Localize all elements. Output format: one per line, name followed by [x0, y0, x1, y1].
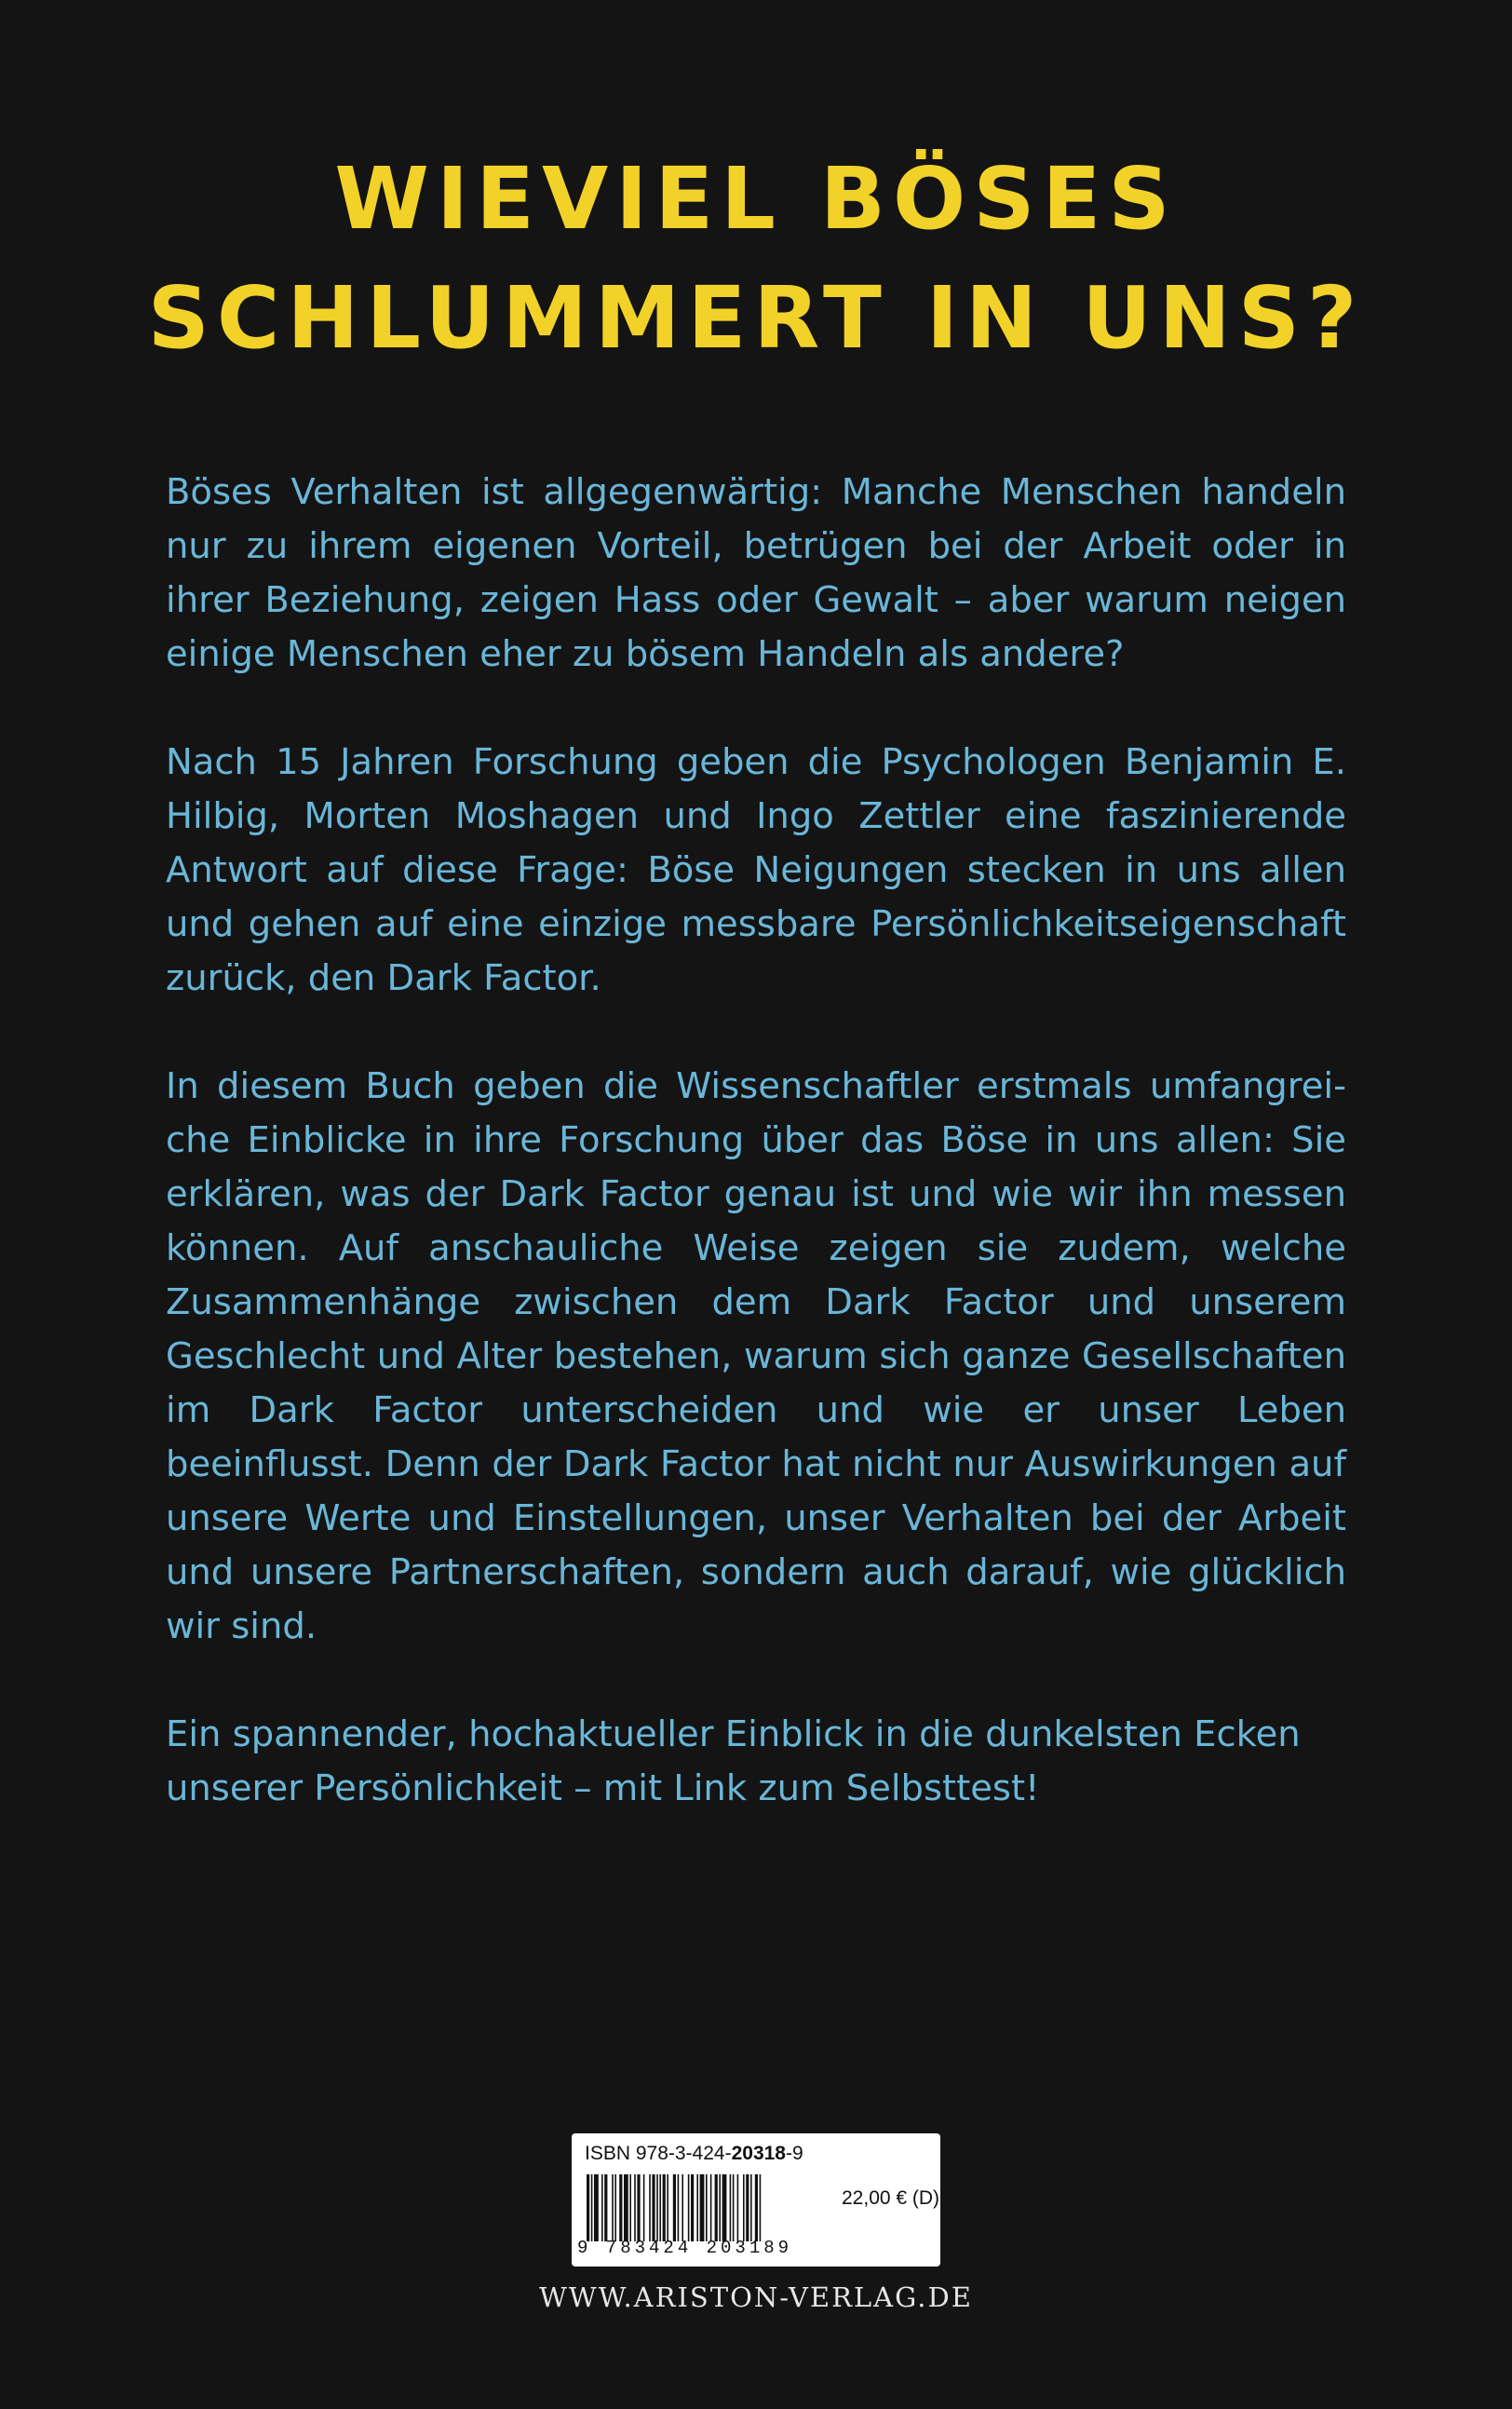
barcode-bar — [614, 2174, 616, 2241]
barcode-graphic — [585, 2174, 829, 2241]
barcode-bar — [604, 2174, 607, 2241]
barcode-bar — [746, 2174, 749, 2241]
barcode-bar — [755, 2174, 758, 2241]
barcode-bar — [619, 2174, 622, 2241]
barcode-bar — [700, 2174, 705, 2241]
barcode-bar — [601, 2174, 603, 2241]
barcode-bar — [715, 2174, 718, 2241]
headline-line-2: SCHLUMMERT IN UNS? — [147, 268, 1365, 368]
barcode-bar — [682, 2174, 683, 2241]
barcode-bar — [663, 2174, 666, 2241]
barcode-bar — [737, 2174, 739, 2241]
headline — [0, 140, 1512, 378]
blurb-paragraph-1: Böses Verhalten ist allgegenwärtig: Manche Menschen handeln nur zu ihrem eigenen Vorteil, betrügen bei der Arbeit oder in ihrer Beziehung, zeigen Hass oder Gewalt – aber warum neigen einige Menschen eher zu bösem Handeln als andere? — [166, 471, 1346, 675]
barcode-bar — [659, 2174, 661, 2241]
barcode-bar — [637, 2174, 640, 2241]
isbn-barcode-label — [572, 2133, 940, 2267]
price: 22,00 € (D) — [842, 2187, 940, 2209]
barcode-bar — [691, 2174, 694, 2241]
blurb — [166, 466, 1346, 1870]
barcode-bar — [688, 2174, 690, 2241]
isbn-suffix: -9 — [786, 2143, 803, 2164]
barcode-bar — [696, 2174, 698, 2241]
barcode-bar — [649, 2174, 651, 2241]
isbn-bold-part: 20318 — [731, 2143, 786, 2164]
barcode-bar — [656, 2174, 658, 2241]
blurb-paragraph-2: Nach 15 Jahren Forschung geben die Psychologen Benjamin E. Hilbig, Morten Moshagen und Ingo Zettler eine faszinierende Antwort auf diese Frage: Böse Neigungen stecken in uns allen und gehen auf eine einzige messbare Persönlichkeitseigenschaft zurück, den Dark Factor. — [166, 741, 1346, 999]
barcode-bar — [591, 2174, 593, 2241]
barcode-bar — [667, 2174, 668, 2241]
barcode-bar — [760, 2174, 762, 2241]
barcode-bar — [743, 2174, 745, 2241]
isbn-prefix: ISBN 978-3-424- — [585, 2143, 732, 2164]
barcode-bar — [612, 2174, 614, 2241]
barcode-bar — [673, 2174, 676, 2241]
blurb-paragraph-3: In diesem Buch geben die Wissenschaftler erstmals umfangreiche Einblicke in ihre Forschung über das Böse in uns allen: Sie erklären, was der Dark Factor genau ist und wie wir ihn messen können. Auf anschauliche Weise zeigen sie zudem, welche Zusammenhänge zwischen dem Dark Factor und unserem Geschlecht und Alter bestehen, warum sich ganze Gesellschaften im Dark Factor unterscheiden und wie er unser Leben beeinflusst. Denn der Dark Factor hat nicht nur Auswirkungen auf unsere Werte und Einstellungen, unser Verhalten bei der Arbeit und unsere Partnerschaften, sondern auch darauf, wie glücklich wir sind. — [166, 1065, 1346, 1647]
barcode-bar — [643, 2174, 645, 2241]
barcode-bar — [594, 2174, 599, 2241]
headline-line-1: WIEVIEL BÖSES — [334, 149, 1178, 249]
barcode-bar — [629, 2174, 631, 2241]
barcode-bar — [733, 2174, 735, 2241]
barcode-digits: 9 783424 203189 — [577, 2238, 793, 2258]
barcode-bar — [719, 2174, 721, 2241]
barcode-bar — [634, 2174, 636, 2241]
isbn-number — [585, 2143, 803, 2165]
barcode-bar — [652, 2174, 655, 2241]
barcode-bar — [678, 2174, 680, 2241]
barcode-bar — [750, 2174, 752, 2241]
blurb-paragraph-4: Ein spannender, hochaktueller Einblick in die dunkelsten Ecken unserer Persönlichkeit – mit Link zum Selbsttest! — [166, 1713, 1301, 1809]
barcode-bar — [706, 2174, 708, 2241]
barcode-bar — [587, 2174, 589, 2241]
publisher-website: WWW.ARISTON-VERLAG.DE — [539, 2281, 973, 2313]
barcode-bar — [624, 2174, 628, 2241]
barcode-bar — [710, 2174, 712, 2241]
barcode-bar — [730, 2174, 732, 2241]
barcode-bar — [722, 2174, 727, 2241]
